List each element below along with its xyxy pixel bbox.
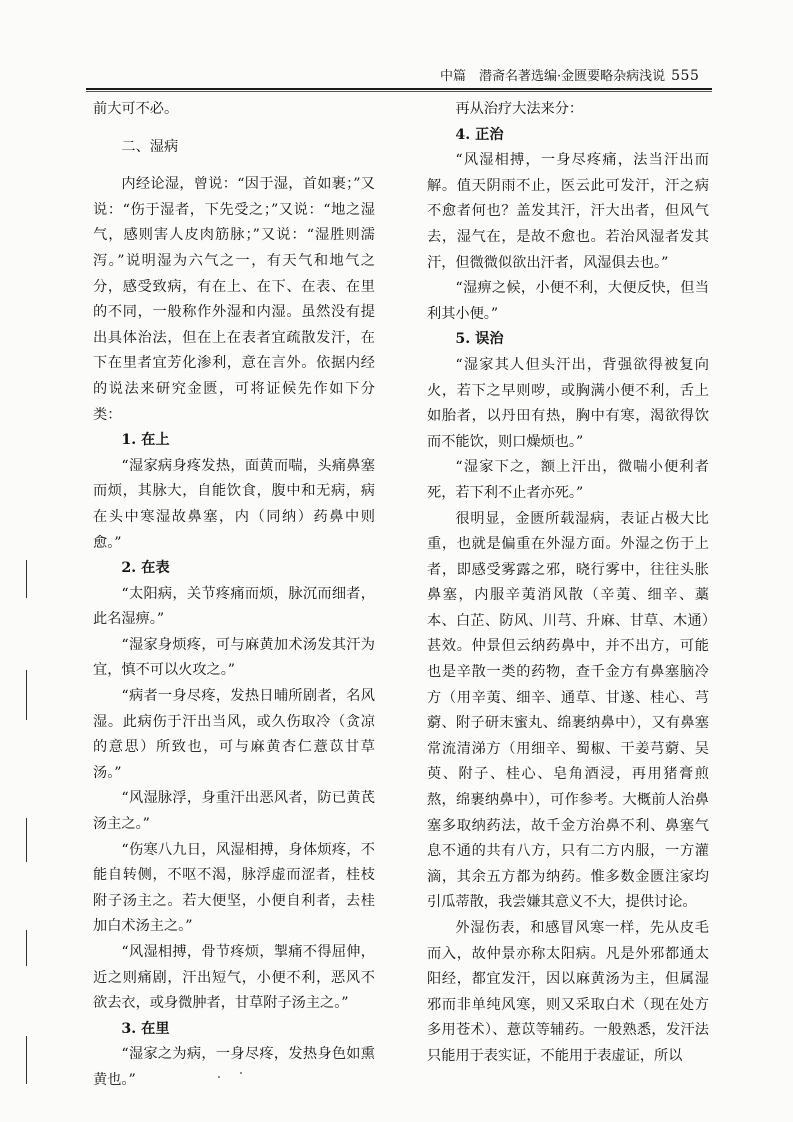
paragraph: “风湿相搏，骨节疼烦，掣痛不得屈伸，近之则痛剧，汗出短气，小便不利，恶风不欲去衣，或身微肿者，甘草附子汤主之。”: [93, 944, 375, 1012]
section-heading: 5. 误治: [455, 331, 504, 348]
margin-scan-mark: [26, 818, 27, 862]
paragraph: “病者一身尽疼，发热日晡所剧者，名风湿。此病伤于汗出当风，或久伤取冷（贪凉的意思）所致也，可与麻黄杏仁薏苡甘草汤。”: [93, 688, 375, 781]
right-column: [427, 97, 709, 1070]
paragraph: “湿家下之，额上汗出，微喘小便利者死，若下利不止者亦死。”: [427, 459, 709, 501]
paragraph-continuation: 前大可不必。: [93, 101, 179, 117]
paragraph: 外湿伤表，和感冒风寒一样，先从皮毛而入，故仲景亦称太阳病。凡是外邪都通太阳经，都宜发汗，因以麻黄汤为主，但属湿邪而非单纯风寒，则又采取白术（现在处方多用苍术）、薏苡等辅药。一般熟悉，发汗法只能用于表实证，不能用于表虚证，所以: [427, 920, 709, 1064]
chapter-section-title: 二、湿病: [121, 138, 179, 155]
running-title: 中篇 潜斋名著选编·金匮要略杂病浅说: [440, 69, 666, 84]
paragraph: “湿家病身疼发热，面黄而喘，头痛鼻塞而烦，其脉大，自能饮食，腹中和无病，病在头中寒湿故鼻塞，内（同纳）药鼻中则愈。”: [93, 457, 375, 551]
page-number: 555: [671, 68, 700, 84]
section-heading: 4. 正治: [455, 126, 504, 143]
paragraph: “风湿相搏，一身尽疼痛，法当汗出而解。值天阴雨不止，医云此可发汗，汗之病不愈者何也？盖发其汗，汗大出者，但风气去，湿气在，是故不愈也。若治风湿者发其汗，但微微似欲出汗者，风湿俱去也。”: [427, 152, 709, 271]
margin-scan-mark: [26, 560, 27, 598]
paragraph: “湿痹之候，小便不利，大便反快，但当利其小便。”: [427, 280, 709, 322]
margin-scan-mark: [26, 670, 27, 720]
paragraph: “伤寒八九日，风湿相搏，身体烦疼，不能自转侧，不呕不渴，脉浮虚而涩者，桂枝附子汤主之。若大便坚，小便自利者，去桂加白术汤主之。”: [93, 841, 375, 935]
paragraph: “湿家之为病，一身尽疼，发热身色如熏黄也。”: [93, 1046, 375, 1088]
scan-speck: [240, 1072, 242, 1074]
paragraph: “太阳病，关节疼痛而烦，脉沉而细者，此名湿痹。”: [93, 585, 375, 628]
paragraph: 很明显，金匮所载湿病，表证占极大比重，也就是偏重在外湿方面。外湿之伤于上者，即感受雾露之邪，晓行雾中，往往头胀鼻塞，内服辛荑消风散（辛荑、细辛、藁本、白芷、防风、川芎、升麻、甘草、木通）甚效。仲景但云纳药鼻中，并不出方，可能也是辛散一类的药物，查千金方有鼻塞脑冷方（用辛荑、细辛、通草、甘遂、桂心、芎藭、附子研末蜜丸、绵裹纳鼻中），又有鼻塞常流清涕方（用细辛、蜀椒、干姜芎藭、吴萸、附子、桂心、皂角酒浸，再用猪膏煎熬，绵裹纳鼻中），可作参考。大概前人治鼻塞多取纳药法，故千金方治鼻不利、鼻塞气息不通的共有八方，只有二方内服，一方灌滴，其余五方都为纳药。惟多数金匮注家均引瓜蒂散，我尝嫌其意义不大，提供讨论。: [427, 510, 709, 911]
header-rule-thin: [86, 91, 712, 92]
section-heading: 2. 在表: [121, 560, 170, 577]
margin-scan-mark: [26, 1036, 27, 1084]
scan-speck: [218, 1076, 220, 1078]
section-heading: 1. 在上: [121, 432, 170, 449]
paragraph: 再从治疗大法来分：: [455, 101, 584, 117]
section-heading: 3. 在里: [121, 1020, 170, 1037]
header-rule: [86, 88, 712, 90]
paragraph: “湿家身烦疼，可与麻黄加术汤发其汗为宜，慎不可以火攻之。”: [93, 636, 375, 679]
paragraph: “风湿脉浮，身重汗出恶风者，防已黄芪汤主之。”: [93, 790, 375, 833]
paragraph: “湿家其人但头汗出，背强欲得被复向火，若下之早则哕，或胸满小便不利，舌上如胎者，以丹田有热，胸中有寒，渴欲得饮而不能饮，则口燥烦也。”: [427, 356, 709, 450]
paragraph: 内经论湿，曾说：“因于湿，首如裹；”又说：“伤于湿者，下先受之；”又说：“地之湿气，感则害人皮肉筋脉；”又说：“湿胜则濡泻。”说明湿为六气之一，有天气和地气之分，感受致病，有在上、在下、在表、在里的不同，一般称作外湿和内湿。虽然没有提出具体治法，但在上在表者宜疏散发汗，在下在里者宜芳化渗利，意在言外。依据内经的说法来研究金匮，可将证候先作如下分类：: [93, 176, 375, 423]
running-header: [440, 66, 710, 86]
margin-scan-mark: [26, 930, 27, 966]
left-column: [93, 97, 375, 1094]
